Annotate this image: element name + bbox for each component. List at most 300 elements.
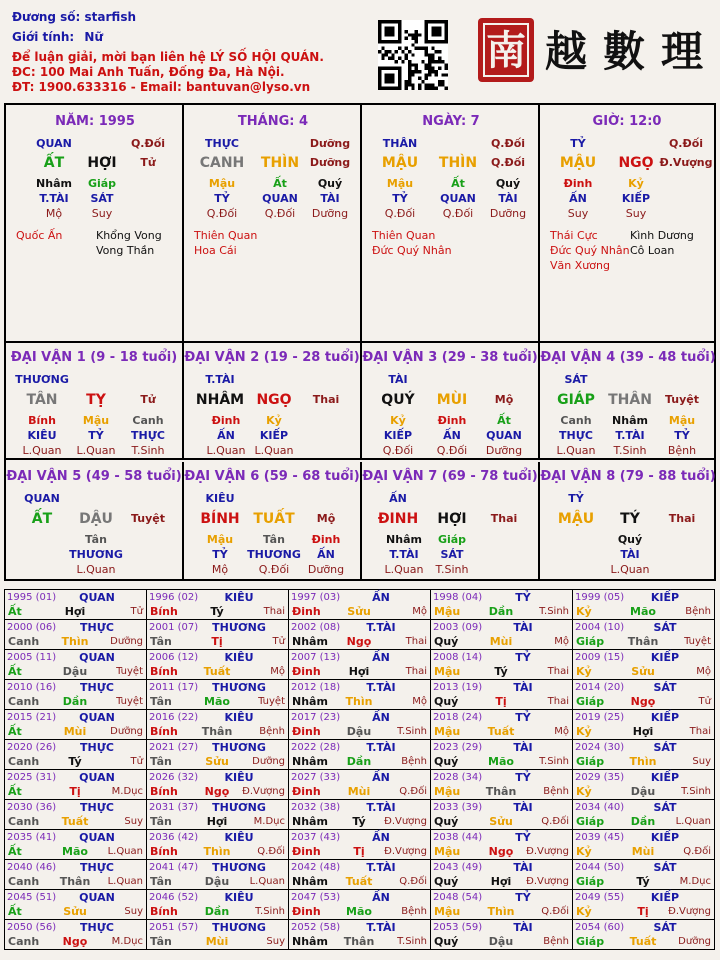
pillar-stem-rel: Dưỡng [309,137,351,150]
year-label: 1998 (04) [433,592,483,603]
year-god: THỰC [80,741,114,754]
year-branch: Dậu [62,665,88,678]
hidden-god: QUAN [440,192,476,205]
year-cell-body [431,620,571,648]
year-god: TỶ [515,591,531,604]
year-cell [431,770,573,800]
year-state: L.Quan [107,846,143,857]
year-cell [573,620,715,650]
year-label: 2040 (46) [7,862,57,873]
year-cell-body [147,590,287,618]
year-stem: Tân [150,695,172,708]
year-cell-body [431,860,571,888]
year-stem: Kỷ [576,665,592,678]
year-cell-body [5,680,145,708]
year-branch: Tuất [203,665,231,678]
year-state: Mộ [696,666,711,677]
year-god: QUAN [79,711,115,724]
luck-title: ĐẠI VẬN 2 (19 - 28 tuổi) [184,350,360,365]
luck-cycle-8 [540,462,714,579]
year-god: THƯƠNG [212,801,266,814]
year-state: Dưỡng [678,936,711,947]
year-row [5,830,715,860]
hidden-state: Q.Đối [442,207,474,220]
four-pillars-panel [4,103,716,343]
hidden-state: L.Quan [206,444,246,457]
year-god: T.TÀI [366,861,396,874]
year-label: 2032 (38) [291,802,341,813]
yearly-luck-table [4,589,715,950]
star-auspicious: Hoa Cái [194,244,237,257]
year-label: 2023 (29) [433,742,483,753]
luck-stem-state: Tuyệt [130,512,166,525]
year-cell-body [431,650,571,678]
luck-stem-god: ẤN [389,492,407,505]
star-auspicious: Đức Quý Nhân [372,244,452,257]
year-cell-body [5,890,145,918]
hidden-state: L.Quan [76,444,116,457]
year-stem: Quý [434,815,459,828]
luck-stem-state: Thai [668,512,696,525]
luck-stem-state: Mộ [316,512,336,525]
year-label: 2021 (27) [149,742,199,753]
hidden-god: TÀI [320,192,340,205]
hidden-stem: Mậu [208,177,236,190]
year-state: Bệnh [543,786,569,797]
hidden-god: THƯƠNG [247,548,301,561]
pillar-4 [540,105,714,341]
year-god: KIÊU [224,831,254,844]
pillar-stem-state: Q.Đối [490,156,526,169]
pillar-branch: THÌN [438,155,478,171]
year-god: T.TÀI [366,921,396,934]
year-state: Mộ [412,696,427,707]
year-state: Thai [263,606,285,617]
year-label: 2042 (48) [291,862,341,873]
year-cell-body [289,650,429,678]
year-cell-body [573,830,713,858]
year-state: Q.Đối [683,846,711,857]
hidden-state: L.Quan [76,563,116,576]
year-cell [5,590,147,620]
year-label: 2031 (37) [149,802,199,813]
year-cell-body [5,860,145,888]
year-label: 2029 (35) [575,772,625,783]
hidden-stem: Kỷ [266,414,282,427]
star-other: Khổng Vong [96,229,162,242]
hidden-state: Q.Đối [206,207,238,220]
year-label: 1995 (01) [7,592,57,603]
luck-cycle-2 [184,343,362,460]
year-state: Dưỡng [252,756,285,767]
year-god: KIẾP [650,771,680,784]
year-god: TỶ [515,891,531,904]
hidden-stem: Nhâm [612,414,648,427]
year-cell-body [431,680,571,708]
year-god: KIÊU [224,771,254,784]
logo-seal-icon [476,12,712,88]
year-branch: Sửu [631,665,655,678]
year-stem: Giáp [576,875,605,888]
year-label: 2041 (47) [149,862,199,873]
year-cell [289,620,431,650]
owner-label: Đương số: [12,10,81,24]
year-cell [147,710,289,740]
year-stem: Ất [8,725,22,738]
year-label: 2020 (26) [7,742,57,753]
hidden-state: Dưỡng [485,444,523,457]
year-branch: Thìn [345,695,373,708]
year-branch: Sửu [347,605,371,618]
year-state: Thai [547,696,569,707]
year-god: KIẾP [650,711,680,724]
year-state: Q.Đối [541,816,569,827]
year-label: 2048 (54) [433,892,483,903]
hidden-god: T.TÀI [615,429,645,442]
year-stem: Tân [150,755,172,768]
year-cell [573,830,715,860]
year-branch: Tuất [345,875,373,888]
owner-line [12,10,136,24]
year-stem: Đinh [292,845,321,858]
year-label: 2052 (58) [291,922,341,933]
pillar-stem-state: Tử [140,156,156,169]
year-branch: Tị [353,845,365,858]
luck-title: ĐẠI VẬN 3 (29 - 38 tuổi) [362,350,538,365]
svg-text:南: 南 [486,27,526,74]
year-god: TỶ [515,771,531,784]
star-auspicious: Thiên Quan [372,229,436,242]
year-stem: Giáp [576,755,605,768]
year-stem: Tân [150,635,172,648]
year-cell [431,890,573,920]
hidden-state: Suy [625,207,647,220]
year-cell [431,860,573,890]
luck-stem-god: KIÊU [205,492,235,505]
year-cell [431,800,573,830]
year-cell-body [289,770,429,798]
year-branch: Thìn [629,755,657,768]
year-label: 2026 (32) [149,772,199,783]
year-row [5,800,715,830]
year-label: 2030 (36) [7,802,57,813]
hidden-stem: Kỷ [390,414,406,427]
year-stem: Bính [150,665,178,678]
year-cell [147,590,289,620]
year-branch: Mão [204,695,230,708]
year-god: ẤN [372,771,390,784]
year-cell [289,770,431,800]
year-cell-body [5,770,145,798]
owner-name: starfish [84,10,137,24]
pillar-stem-god: TỶ [570,137,586,150]
hidden-stem: Kỷ [628,177,644,190]
year-label: 2009 (15) [575,652,625,663]
year-cell [431,680,573,710]
year-cell-body [5,650,145,678]
year-state: T.Sinh [255,906,285,917]
hidden-state: Dưỡng [307,563,345,576]
year-branch: Tị [211,635,223,648]
year-god: TÀI [513,921,533,934]
hidden-stem: Mậu [206,533,234,546]
hidden-state: L.Quan [384,563,424,576]
year-branch: Hợi [632,725,654,738]
year-state: Đ.Vượng [384,846,427,857]
year-god: KIÊU [224,711,254,724]
year-stem: Kỷ [576,785,592,798]
year-state: Suy [266,936,285,947]
hidden-state: Mộ [211,563,229,576]
luck-branch: NGỌ [256,392,292,408]
year-branch: Tý [210,605,224,618]
year-branch: Ngọ [630,695,656,708]
luck-branch: TUẤT [253,511,295,527]
year-cell [147,740,289,770]
year-stem: Bính [150,785,178,798]
year-branch: Mùi [205,935,229,948]
hidden-state: Q.Đối [264,207,296,220]
pillar-branch: NGỌ [618,155,654,171]
year-god: THƯƠNG [212,921,266,934]
year-state: Thai [689,726,711,737]
pillar-3 [362,105,540,341]
year-cell-body [431,770,571,798]
year-stem: Đinh [292,605,321,618]
hidden-stem: Canh [560,414,592,427]
year-row [5,740,715,770]
year-stem: Tân [150,815,172,828]
year-cell [147,800,289,830]
year-stem: Giáp [576,815,605,828]
year-stem: Canh [8,755,40,768]
hidden-stem: Nhâm [36,177,72,190]
year-state: Mộ [554,636,569,647]
year-cell [147,860,289,890]
year-stem: Đinh [292,785,321,798]
year-cell-body [289,680,429,708]
year-cell [289,710,431,740]
year-god: THỰC [80,861,114,874]
hidden-stem: Giáp [437,533,467,546]
year-label: 2051 (57) [149,922,199,933]
year-state: Dưỡng [110,636,143,647]
year-state: Thai [405,666,427,677]
year-label: 2013 (19) [433,682,483,693]
year-state: Q.Đối [541,906,569,917]
hidden-god: THỰC [131,429,165,442]
year-label: 2033 (39) [433,802,483,813]
year-cell-body [147,680,287,708]
year-branch: Thân [343,935,375,948]
hidden-god: KIẾP [621,192,651,205]
year-label: 2037 (43) [291,832,341,843]
year-label: 2045 (51) [7,892,57,903]
luck-stem: GIÁP [557,392,595,408]
hidden-god: ẤN [569,192,587,205]
gender-line [12,30,103,44]
year-cell [573,770,715,800]
pillar-stem-rel: Q.Đối [130,137,166,150]
year-cell [573,740,715,770]
hidden-god: TỶ [212,548,228,561]
luck-title: ĐẠI VẬN 5 (49 - 58 tuổi) [6,469,182,484]
year-god: T.TÀI [366,801,396,814]
year-row [5,920,715,950]
star-auspicious: Thiên Quan [194,229,258,242]
pillar-stem: MẬU [381,155,419,171]
year-cell [573,680,715,710]
year-label: 2039 (45) [575,832,625,843]
pillar-stem-god: THÂN [382,137,418,150]
year-cell-body [289,890,429,918]
year-state: T.Sinh [539,756,569,767]
hidden-stem: Quý [617,533,643,546]
year-god: KIẾP [650,651,680,664]
year-cell [573,590,715,620]
year-cell-body [573,920,713,948]
luck-cycle-7 [362,462,540,579]
hidden-god: KIẾP [259,429,289,442]
year-cell-body [5,740,145,768]
year-cell-body [147,650,287,678]
year-label: 2028 (34) [433,772,483,783]
year-label: 2043 (49) [433,862,483,873]
year-stem: Giáp [576,935,605,948]
year-cell [573,890,715,920]
year-god: QUAN [79,831,115,844]
year-label: 1997 (03) [291,592,341,603]
year-branch: Thân [485,785,517,798]
year-branch: Dậu [346,725,372,738]
year-branch: Sửu [205,755,229,768]
year-label: 2038 (44) [433,832,483,843]
year-label: 2001 (07) [149,622,199,633]
hidden-god: T.TÀI [39,192,69,205]
year-cell-body [5,590,145,618]
year-branch: Mùi [347,785,371,798]
luck-cycle-4 [540,343,714,460]
pillar-stem-state: Dưỡng [309,156,351,169]
year-state: Tử [272,636,285,647]
hidden-state: Suy [91,207,113,220]
hidden-god: KIẾP [383,429,413,442]
hidden-stem: Quý [495,177,521,190]
year-cell-body [147,890,287,918]
year-branch: Tị [637,905,649,918]
year-cell [289,680,431,710]
year-god: TỶ [515,831,531,844]
year-god: THỰC [80,921,114,934]
luck-stem-god: TỶ [568,492,584,505]
year-cell [147,890,289,920]
year-branch: Tuất [487,725,515,738]
year-state: M.Dục [253,816,285,827]
year-cell-body [289,800,429,828]
hidden-state: T.Sinh [131,444,165,457]
hidden-stem: Đinh [211,414,241,427]
year-branch: Mão [62,845,88,858]
year-cell-body [289,620,429,648]
year-branch: Thìn [203,845,231,858]
contact-line: Để luận giải, mời bạn liên hệ LÝ SỐ HỘI QUÁN. [12,50,324,64]
year-state: Mộ [270,666,285,677]
luck-stem-state: Tuyệt [664,393,700,406]
hidden-state: Dưỡng [489,207,527,220]
luck-title: ĐẠI VẬN 4 (39 - 48 tuổi) [540,350,716,365]
year-branch: Hợi [348,665,370,678]
year-god: SÁT [653,801,677,814]
year-state: Mộ [554,726,569,737]
luck-branch: HỢI [437,511,467,527]
year-cell [289,860,431,890]
gender-label: Giới tính: [12,30,75,44]
year-row [5,890,715,920]
year-cell [431,590,573,620]
year-cell-body [5,620,145,648]
year-cell [431,650,573,680]
year-stem: Ất [8,905,22,918]
year-stem: Nhâm [292,875,328,888]
year-cell-body [289,860,429,888]
gender-value: Nữ [84,30,104,44]
year-cell [573,800,715,830]
luck-branch: DẬU [79,511,113,527]
star-auspicious: Văn Xương [550,259,610,272]
year-god: THƯƠNG [212,621,266,634]
year-cell [573,860,715,890]
year-state: Suy [124,816,143,827]
year-god: T.TÀI [366,681,396,694]
year-god: TỶ [515,651,531,664]
year-cell-body [289,740,429,768]
year-stem: Kỷ [576,845,592,858]
year-cell-body [573,680,713,708]
year-stem: Quý [434,935,459,948]
year-label: 2017 (23) [291,712,341,723]
pillar-stem: ẤT [43,155,65,171]
year-god: SÁT [653,681,677,694]
year-cell [147,770,289,800]
year-stem: Kỷ [576,905,592,918]
year-label: 2014 (20) [575,682,625,693]
year-god: TÀI [513,801,533,814]
year-branch: Tị [69,785,81,798]
year-god: TỶ [515,711,531,724]
year-cell-body [573,770,713,798]
year-stem: Đinh [292,665,321,678]
year-stem: Canh [8,695,40,708]
year-state: Bệnh [259,726,285,737]
year-god: T.TÀI [366,621,396,634]
year-god: QUAN [79,771,115,784]
year-stem: Quý [434,755,459,768]
year-label: 2015 (21) [7,712,57,723]
year-state: Tử [130,606,143,617]
year-label: 1999 (05) [575,592,625,603]
hidden-god: THỰC [559,429,593,442]
year-state: L.Quan [675,816,711,827]
luck-stem: QUÝ [381,392,415,408]
year-cell [5,800,147,830]
year-cell [5,830,147,860]
luck-stem-state: Thai [490,512,518,525]
year-cell-body [573,800,713,828]
year-cell [289,920,431,950]
year-cell-body [431,710,571,738]
year-branch: Ngọ [346,635,372,648]
pillar-2 [184,105,362,341]
